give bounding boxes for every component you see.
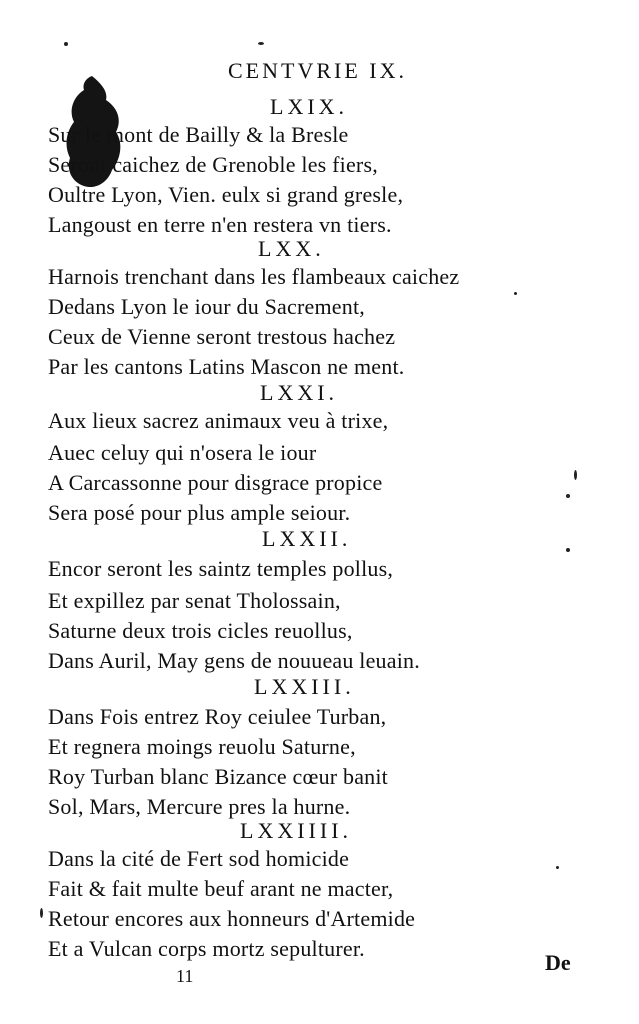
verse-line: Seront caichez de Grenoble les fiers, [48, 152, 378, 177]
verse-line: Roy Turban blanc Bizance cœur banit [48, 764, 388, 789]
verse-line: Sera posé pour plus ample seiour. [48, 500, 351, 525]
stanza-number: LXXI. [260, 380, 339, 405]
print-speck [64, 42, 68, 46]
verse-line: Sur le mont de Bailly & la Bresle [48, 122, 349, 147]
verse-line: Par les cantons Latins Mascon ne ment. [48, 354, 405, 379]
verse-line: Fait & fait multe beuf arant ne macter, [48, 876, 394, 901]
verse-line: Oultre Lyon, Vien. eulx si grand gresle, [48, 182, 404, 207]
print-speck [514, 292, 517, 295]
verse-line: Dans Fois entrez Roy ceiulee Turban, [48, 704, 387, 729]
verse-line: Sol, Mars, Mercure pres la hurne. [48, 794, 351, 819]
stanza-number: LXIX. [270, 94, 349, 119]
verse-line: Harnois trenchant dans les flambeaux caichez [48, 264, 460, 289]
verse-line: Et regnera moings reuolu Saturne, [48, 734, 356, 759]
print-speck [566, 548, 570, 552]
running-head: CENTVRIE IX. [228, 58, 407, 83]
verse-line: Et expillez par senat Tholossain, [48, 588, 341, 613]
stanza-number: LXXIIII. [240, 818, 353, 843]
verse-line: Dans la cité de Fert sod homicide [48, 846, 350, 871]
verse-line: Dans Auril, May gens de nouueau leuain. [48, 648, 420, 673]
verse-line: A Carcassonne pour disgrace propice [48, 470, 383, 495]
print-speck [40, 908, 43, 918]
verse-line: Encor seront les saintz temples pollus, [48, 556, 394, 581]
verse-line: Langoust en terre n'en restera vn tiers. [48, 212, 392, 237]
print-speck [574, 470, 577, 480]
print-speck [566, 494, 570, 498]
print-speck [556, 866, 559, 869]
stanza-number: LXXIII. [254, 674, 355, 699]
footer-mark: 11 [176, 966, 194, 986]
stanza-number: LXX. [258, 236, 325, 261]
verse-line: Saturne deux trois cicles reuollus, [48, 618, 353, 643]
verse-line: Auec celuy qui n'osera le iour [48, 440, 317, 465]
print-speck [258, 42, 264, 45]
verse-line: Et a Vulcan corps mortz sepulturer. [48, 936, 365, 961]
catchword: De [545, 950, 571, 975]
verse-line: Dedans Lyon le iour du Sacrement, [48, 294, 365, 319]
stanza-number: LXXII. [262, 526, 352, 551]
verse-line: Ceux de Vienne seront trestous hachez [48, 324, 396, 349]
verse-line: Retour encores aux honneurs d'Artemide [48, 906, 416, 931]
verse-line: Aux lieux sacrez animaux veu à trixe, [48, 408, 389, 433]
